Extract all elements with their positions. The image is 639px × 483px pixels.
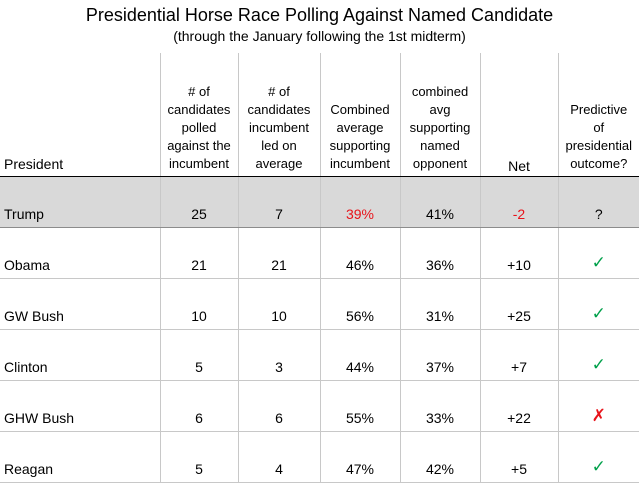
combined-incumbent: 55% bbox=[320, 380, 400, 431]
candidates-led: 3 bbox=[238, 329, 320, 380]
combined-incumbent: 56% bbox=[320, 278, 400, 329]
combined-opponent: 37% bbox=[400, 329, 480, 380]
header-line: incumbent bbox=[239, 119, 320, 137]
check-icon: ✓ bbox=[558, 278, 639, 329]
combined-opponent: 33% bbox=[400, 380, 480, 431]
president-name: GW Bush bbox=[0, 278, 160, 329]
president-name: Trump bbox=[0, 176, 160, 227]
header-candidates-led bbox=[238, 53, 320, 176]
net-value: +22 bbox=[480, 380, 558, 431]
header-line: named bbox=[401, 137, 480, 155]
net-value: +25 bbox=[480, 278, 558, 329]
combined-opponent: 42% bbox=[400, 431, 480, 482]
table-row bbox=[0, 176, 639, 227]
candidates-polled: 25 bbox=[160, 176, 238, 227]
president-name: Obama bbox=[0, 227, 160, 278]
check-icon: ✓ bbox=[558, 329, 639, 380]
header-president: President bbox=[0, 53, 160, 176]
combined-incumbent: 44% bbox=[320, 329, 400, 380]
header-net: Net bbox=[480, 53, 558, 176]
combined-opponent: 31% bbox=[400, 278, 480, 329]
candidates-led: 21 bbox=[238, 227, 320, 278]
candidates-polled: 5 bbox=[160, 329, 238, 380]
header-row bbox=[0, 53, 639, 176]
check-icon: ✓ bbox=[558, 431, 639, 482]
header-combined-opponent bbox=[400, 53, 480, 176]
header-line: against the bbox=[161, 137, 238, 155]
net-value: -2 bbox=[480, 176, 558, 227]
page-title: Presidential Horse Race Polling Against Named Candidate bbox=[0, 4, 639, 26]
polling-table bbox=[0, 53, 639, 483]
cross-icon: ✗ bbox=[558, 380, 639, 431]
president-name: Clinton bbox=[0, 329, 160, 380]
header-line: incumbent bbox=[321, 155, 400, 173]
candidates-led: 10 bbox=[238, 278, 320, 329]
table-row bbox=[0, 431, 639, 482]
page-subtitle: (through the January following the 1st midterm) bbox=[0, 27, 639, 45]
combined-opponent: 41% bbox=[400, 176, 480, 227]
candidates-polled: 21 bbox=[160, 227, 238, 278]
header-line: candidates bbox=[239, 101, 320, 119]
table-row bbox=[0, 227, 639, 278]
president-name: GHW Bush bbox=[0, 380, 160, 431]
header-line: avg bbox=[401, 101, 480, 119]
header-line: # of bbox=[239, 83, 320, 101]
header-line: average bbox=[321, 119, 400, 137]
header-combined-incumbent bbox=[320, 53, 400, 176]
combined-incumbent: 47% bbox=[320, 431, 400, 482]
header-line: outcome? bbox=[559, 155, 639, 173]
candidates-polled: 6 bbox=[160, 380, 238, 431]
header-line: supporting bbox=[321, 137, 400, 155]
table-row bbox=[0, 329, 639, 380]
header-line: polled bbox=[161, 119, 238, 137]
header-candidates-polled bbox=[160, 53, 238, 176]
header-line: Combined bbox=[321, 101, 400, 119]
president-name: Reagan bbox=[0, 431, 160, 482]
net-value: +10 bbox=[480, 227, 558, 278]
header-line: opponent bbox=[401, 155, 480, 173]
combined-incumbent: 46% bbox=[320, 227, 400, 278]
combined-opponent: 36% bbox=[400, 227, 480, 278]
table-row bbox=[0, 380, 639, 431]
candidates-polled: 10 bbox=[160, 278, 238, 329]
net-value: +7 bbox=[480, 329, 558, 380]
header-line: incumbent bbox=[161, 155, 238, 173]
combined-incumbent: 39% bbox=[320, 176, 400, 227]
candidates-led: 7 bbox=[238, 176, 320, 227]
header-line: # of bbox=[161, 83, 238, 101]
header-line: candidates bbox=[161, 101, 238, 119]
candidates-led: 6 bbox=[238, 380, 320, 431]
header-line: average bbox=[239, 155, 320, 173]
question-icon: ? bbox=[558, 176, 639, 227]
header-predictive bbox=[558, 53, 639, 176]
header-line: led on bbox=[239, 137, 320, 155]
table-row bbox=[0, 278, 639, 329]
candidates-polled: 5 bbox=[160, 431, 238, 482]
net-value: +5 bbox=[480, 431, 558, 482]
header-line: combined bbox=[401, 83, 480, 101]
check-icon: ✓ bbox=[558, 227, 639, 278]
candidates-led: 4 bbox=[238, 431, 320, 482]
header-line: presidential bbox=[559, 137, 639, 155]
header-line: supporting bbox=[401, 119, 480, 137]
header-line: of bbox=[559, 119, 639, 137]
header-line: Predictive bbox=[559, 101, 639, 119]
